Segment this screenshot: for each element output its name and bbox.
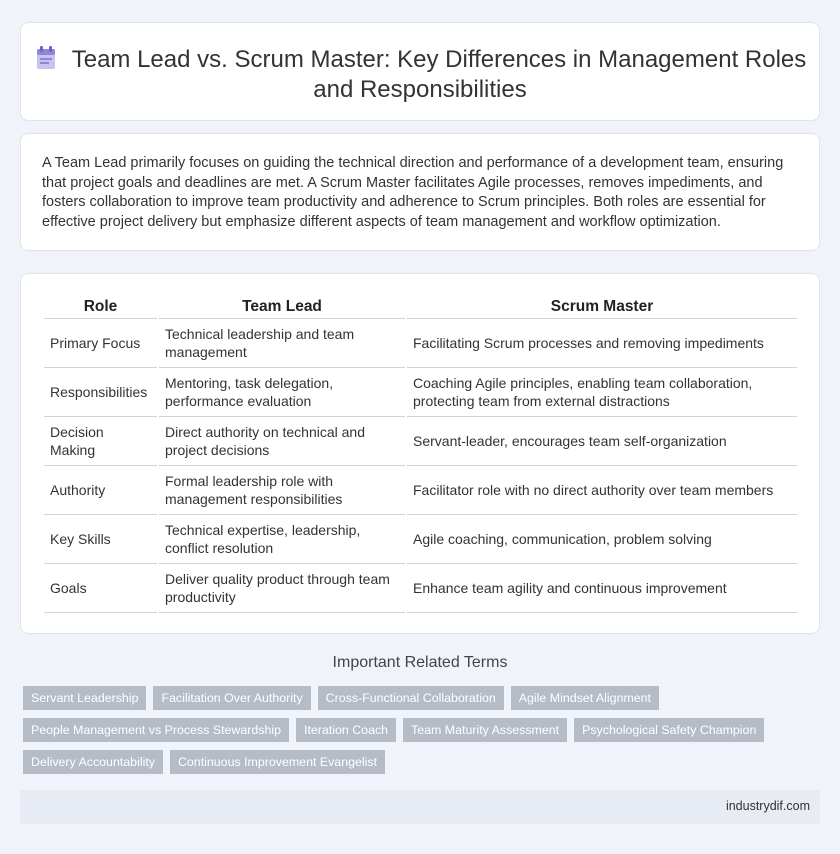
related-term-tag[interactable]: People Management vs Process Stewardship <box>23 718 289 742</box>
table-row <box>44 319 797 368</box>
page-title: Team Lead vs. Scrum Master: Key Differences in Management Roles and Responsibilities <box>71 46 807 103</box>
table-row <box>44 466 797 515</box>
related-terms-title: Important Related Terms <box>332 654 508 671</box>
row-label: Key Skills <box>44 515 157 564</box>
row-label: Goals <box>44 564 157 613</box>
team-lead-cell: Technical leadership and team management <box>159 319 405 368</box>
intro-paragraph: A Team Lead primarily focuses on guiding the technical direction and performance of a development team, ensuring that project goals and deadlines are met. A Scrum Master facilitates Agile processes, removes impediments, and fosters collaboration to improve team productivity and adherence to Scrum principles. Both roles are essential for effective project delivery but emphasize different aspects of team management and workflow optimization. <box>42 155 784 230</box>
scrum-master-cell: Facilitator role with no direct authority over team members <box>407 466 797 515</box>
header-scrum-master: Scrum Master <box>407 295 797 319</box>
header-role: Role <box>44 295 157 319</box>
page-title-row <box>21 45 819 105</box>
related-term-tag[interactable]: Team Maturity Assessment <box>403 718 567 742</box>
table-row <box>44 515 797 564</box>
team-lead-cell: Technical expertise, leadership, conflict resolution <box>159 515 405 564</box>
related-term-tag[interactable]: Agile Mindset Alignment <box>511 686 659 710</box>
document-icon <box>34 45 58 71</box>
related-term-tag[interactable]: Delivery Accountability <box>23 750 163 774</box>
scrum-master-cell: Enhance team agility and continuous improvement <box>407 564 797 613</box>
related-term-tag[interactable]: Facilitation Over Authority <box>153 686 310 710</box>
table-row <box>44 564 797 613</box>
related-term-tag[interactable]: Continuous Improvement Evangelist <box>170 750 385 774</box>
comparison-table <box>42 295 799 613</box>
row-label: Responsibilities <box>44 368 157 417</box>
scrum-master-cell: Coaching Agile principles, enabling team collaboration, protecting team from external distractions <box>407 368 797 417</box>
related-term-tag[interactable]: Cross-Functional Collaboration <box>318 686 504 710</box>
related-terms-list <box>23 686 803 774</box>
title-card <box>20 22 820 121</box>
header-team-lead: Team Lead <box>159 295 405 319</box>
team-lead-cell: Deliver quality product through team productivity <box>159 564 405 613</box>
row-label: Decision Making <box>44 417 157 466</box>
table-header-row <box>44 295 797 319</box>
row-label: Authority <box>44 466 157 515</box>
footer <box>20 790 820 824</box>
comparison-card <box>20 273 820 634</box>
team-lead-cell: Mentoring, task delegation, performance evaluation <box>159 368 405 417</box>
related-term-tag[interactable]: Iteration Coach <box>296 718 396 742</box>
scrum-master-cell: Servant-leader, encourages team self-organization <box>407 417 797 466</box>
scrum-master-cell: Facilitating Scrum processes and removing impediments <box>407 319 797 368</box>
table-row <box>44 417 797 466</box>
related-term-tag[interactable]: Psychological Safety Champion <box>574 718 764 742</box>
team-lead-cell: Formal leadership role with management responsibilities <box>159 466 405 515</box>
related-term-tag[interactable]: Servant Leadership <box>23 686 146 710</box>
row-label: Primary Focus <box>44 319 157 368</box>
footer-site-link[interactable]: industrydif.com <box>725 799 810 813</box>
scrum-master-cell: Agile coaching, communication, problem solving <box>407 515 797 564</box>
team-lead-cell: Direct authority on technical and project decisions <box>159 417 405 466</box>
intro-card <box>20 133 820 251</box>
table-row <box>44 368 797 417</box>
